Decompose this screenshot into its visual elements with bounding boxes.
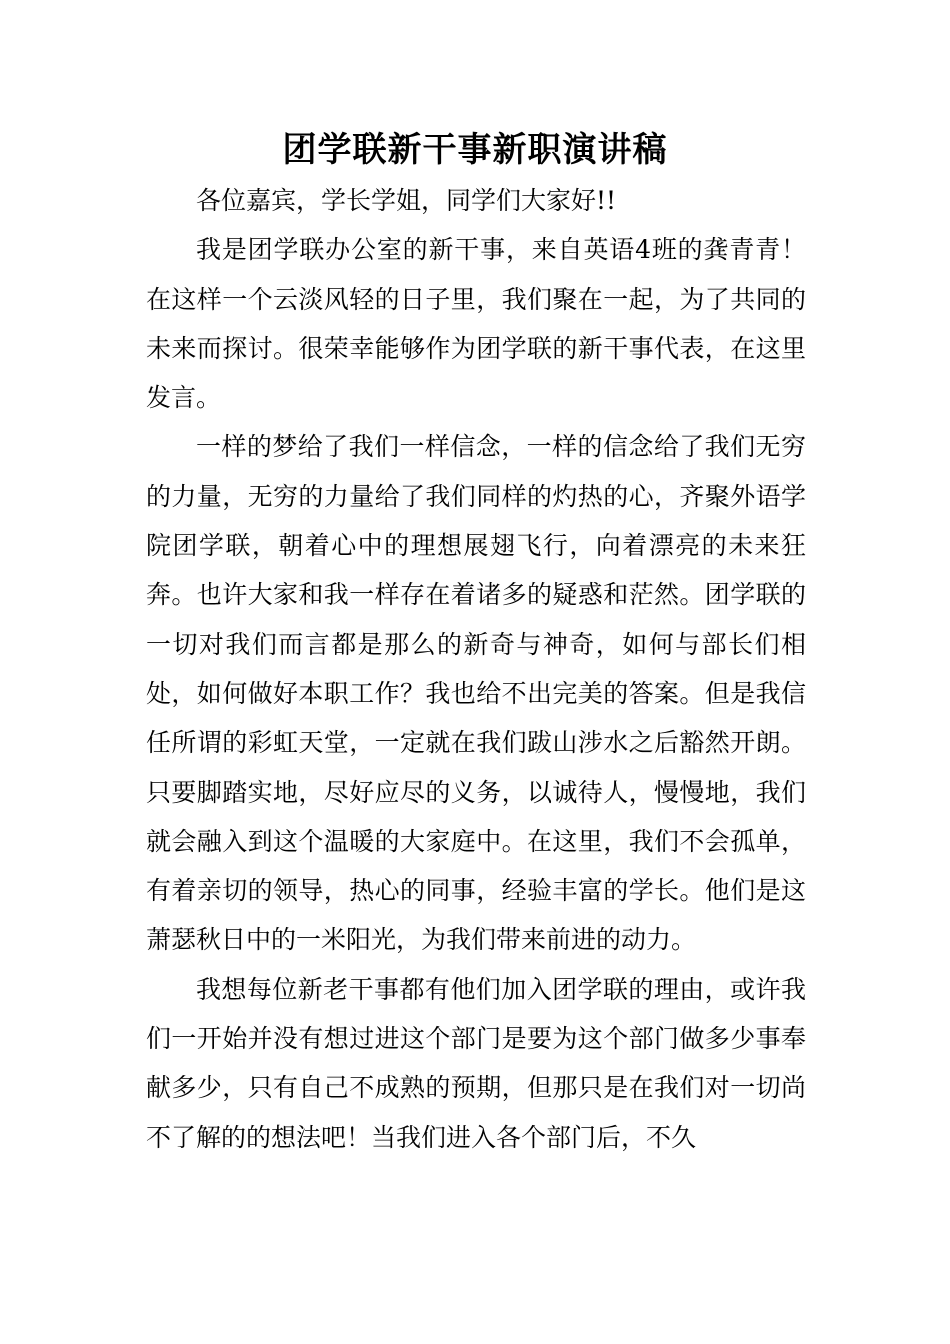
document-body — [146, 176, 806, 1162]
paragraph-greeting: 各位嘉宾，学长学姐，同学们大家好!! — [196, 186, 617, 215]
paragraph-introduction: 我是团学联办公室的新干事，来自英语4班的龚青青！在这样一个云淡风轻的日子里，我们聚在一起，为了共同的未来而探讨。很荣幸能够作为团学联的新干事代表，在这里发言。 — [146, 235, 806, 413]
document-title: 团学联新干事新职演讲稿 — [282, 130, 668, 170]
paragraph-dream: 一样的梦给了我们一样信念，一样的信念给了我们无穷的力量，无穷的力量给了我们同样的灼热的心，齐聚外语学院团学联，朝着心中的理想展翅飞行，向着漂亮的未来狂奔。也许大家和我一样存在着诸多的疑惑和茫然。团学联的一切对我们而言都是那么的新奇与神奇，如何与部长们相处，如何做好本职工作？我也给不出完美的答案。但是我信任所谓的彩虹天堂，一定就在我们跋山涉水之后豁然开朗。只要脚踏实地，尽好应尽的义务，以诚待人，慢慢地，我们就会融入到这个温暖的大家庭中。在这里，我们不会孤单，有着亲切的领导，热心的同事，经验丰富的学长。他们是这萧瑟秋日中的一米阳光，为我们带来前进的动力。 — [146, 432, 806, 955]
paragraph-reasons: 我想每位新老干事都有他们加入团学联的理由，或许我们一开始并没有想过进这个部门是要为这个部门做多少事奉献多少，只有自己不成熟的预期，但那只是在我们对一切尚不了解的的想法吧！当我们进入各个部门后，不久 — [146, 974, 806, 1152]
